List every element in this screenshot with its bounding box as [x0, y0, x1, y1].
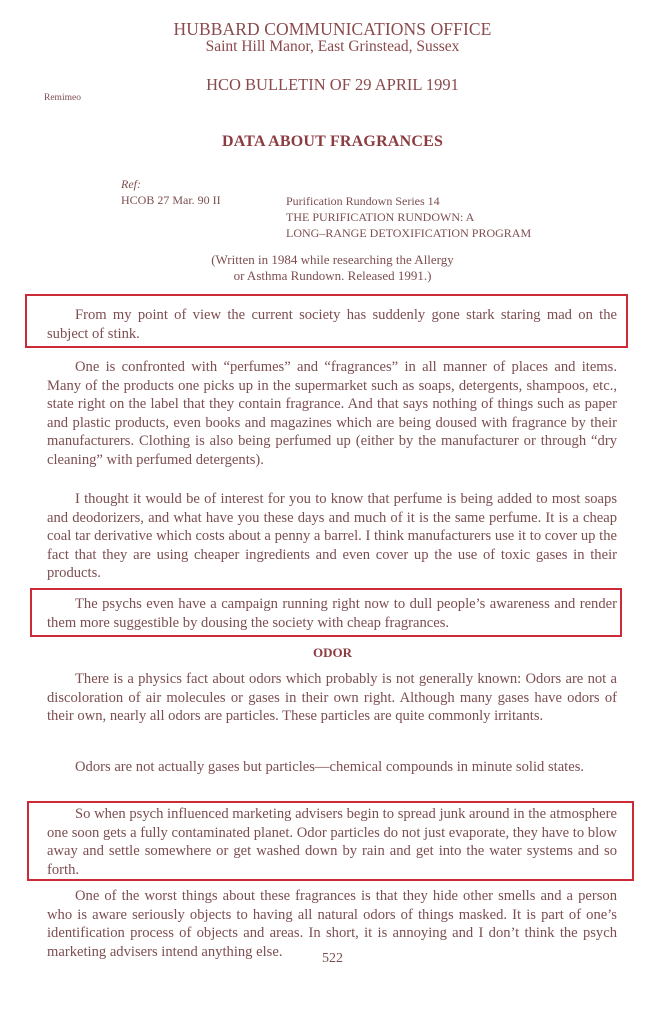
reference-series-line: LONG–RANGE DETOXIFICATION PROGRAM — [286, 226, 532, 240]
paragraph: The psychs even have a campaign running right now to dull people’s awareness and render them more suggestible by dousing the society with cheap fragrances. — [47, 596, 617, 631]
paragraph: Odors are not actually gases but particles—chemical compounds in minute solid states. — [75, 759, 585, 775]
written-note-line: (Written in 1984 while researching the Allergy — [211, 252, 454, 267]
written-note — [0, 252, 665, 284]
written-note-line: or Asthma Rundown. Released 1991.) — [233, 268, 432, 283]
paragraph: From my point of view the current society has suddenly gone stark staring mad on the subject of stink. — [47, 307, 617, 342]
paragraph: One of the worst things about these fragrances is that they hide other smells and a person who is aware seriously objects to having all natural odors of things masked. It is part of one’s identification process of objects and areas. In short, it is annoying and I don’t think the psych marketing advisers intend anything else. — [47, 888, 617, 960]
paragraph: One is confronted with “perfumes” and “fragrances” in all manner of places and items. Many of the products one picks up in the supermarket such as soaps, detergents, shampoos, etc., state right on the label that they contain fragrance. And that says nothing of things such as paper and plastic products, even books and magazines which are being doused with fragrance by their manufacturers. Clothing is also being perfumed up (either by the manufacturer or through “dry cleaning” with perfumed detergents). — [47, 359, 617, 468]
reference-document: HCOB 27 Mar. 90 II — [121, 193, 221, 207]
reference-label: Ref: — [121, 177, 141, 191]
paragraph: I thought it would be of interest for you to know that perfume is being added to most soaps and deodorizers, and what have you these days and much of it is the same perfume. It is a cheap coal tar derivative which costs about a penny a barrel. I think manufacturers use it to cover up the fact that they are using cheaper ingredients and even cover up the use of toxic gases in their products. — [47, 491, 617, 582]
paragraph: So when psych influenced marketing advisers begin to spread junk around in the atmosphere one soon gets a fully contaminated planet. Odor particles do not just evaporate, they have to blow away and settle somewhere or get washed down by rain and get into the water systems and so forth. — [47, 806, 617, 878]
reference-series-line: THE PURIFICATION RUNDOWN: A — [286, 210, 475, 224]
office-address: Saint Hill Manor, East Grinstead, Sussex — [205, 38, 460, 55]
reference-series — [286, 193, 531, 241]
page-number: 522 — [322, 951, 343, 966]
distribution-label: Remimeo — [44, 93, 81, 103]
paragraph: There is a physics fact about odors which probably is not generally known: Odors are not a discoloration of air molecules or gases in their own right. Although many gases have odors of their own, nearly all odors are particles. These particles are quite commonly irritants. — [47, 671, 617, 725]
reference-series-line: Purification Rundown Series 14 — [286, 194, 440, 208]
office-name: HUBBARD COMMUNICATIONS OFFICE — [173, 19, 492, 39]
section-heading: ODOR — [313, 645, 352, 660]
bulletin-date: HCO BULLETIN OF 29 APRIL 1991 — [206, 75, 459, 94]
page-title: DATA ABOUT FRAGRANCES — [221, 133, 444, 150]
